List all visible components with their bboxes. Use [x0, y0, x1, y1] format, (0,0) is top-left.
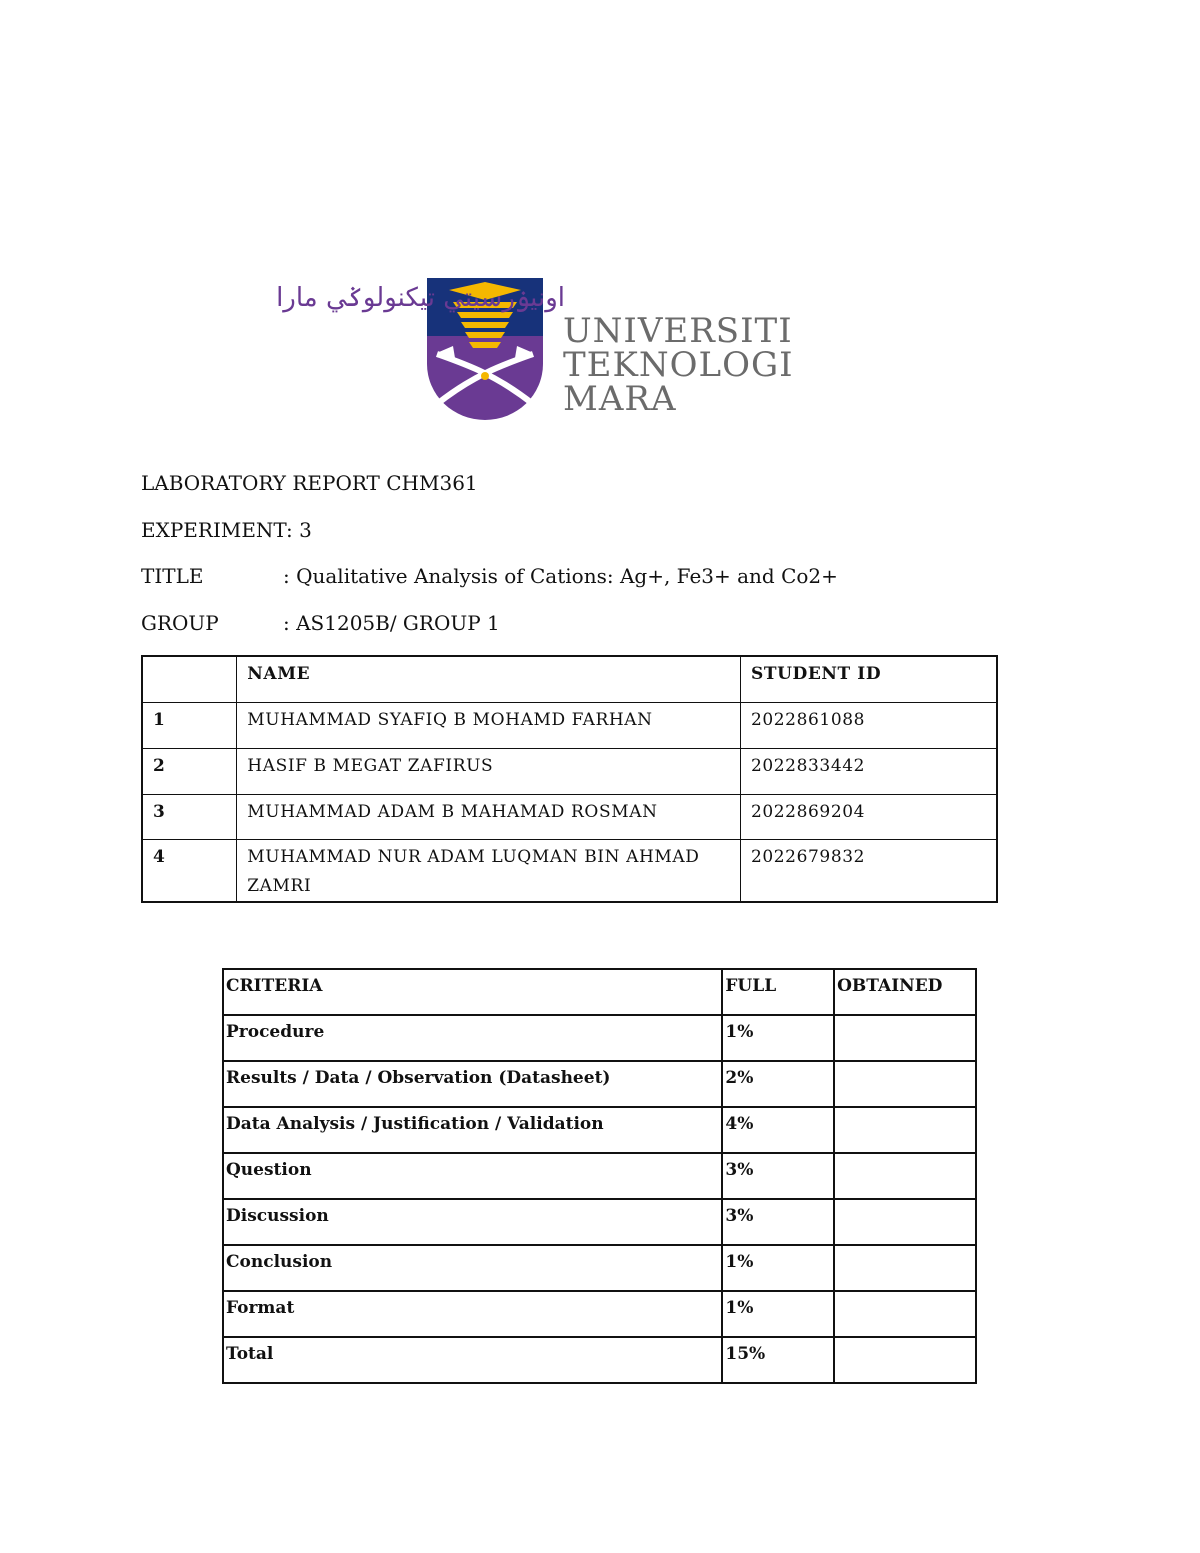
members-header-number [142, 656, 237, 702]
group-value: : AS1205B/ GROUP 1 [283, 611, 500, 635]
criteria-obtained [834, 1061, 976, 1107]
criteria-table [222, 968, 977, 1384]
member-id: 2022869204 [740, 794, 997, 839]
experiment-line: EXPERIMENT: 3 [141, 518, 312, 542]
table-row [223, 1337, 976, 1383]
criteria-obtained [834, 1199, 976, 1245]
member-id: 2022679832 [740, 839, 997, 902]
criteria-name: Format [223, 1291, 722, 1337]
criteria-obtained [834, 1337, 976, 1383]
criteria-name: Results / Data / Observation (Datasheet) [223, 1061, 722, 1107]
group-label: GROUP [141, 611, 219, 635]
criteria-header: CRITERIA [223, 969, 722, 1015]
table-row [223, 1153, 976, 1199]
criteria-obtained [834, 1291, 976, 1337]
criteria-obtained [834, 1153, 976, 1199]
report-course-line: LABORATORY REPORT CHM361 [141, 471, 478, 495]
criteria-name: Question [223, 1153, 722, 1199]
members-header-id: STUDENT ID [740, 656, 997, 702]
criteria-full: 4% [722, 1107, 834, 1153]
table-row [142, 748, 997, 794]
member-number: 4 [142, 839, 237, 902]
criteria-obtained [834, 1015, 976, 1061]
table-row [142, 794, 997, 839]
university-logo [276, 272, 794, 422]
obtained-header: OBTAINED [834, 969, 976, 1015]
criteria-name: Data Analysis / Justification / Validation [223, 1107, 722, 1153]
table-row [142, 839, 997, 902]
criteria-full: 1% [722, 1291, 834, 1337]
criteria-full: 3% [722, 1199, 834, 1245]
criteria-full: 1% [722, 1015, 834, 1061]
table-row [223, 1061, 976, 1107]
members-header-row [142, 656, 997, 702]
svg-text:TEKNOLOGI: TEKNOLOGI [563, 345, 794, 385]
member-id: 2022833442 [740, 748, 997, 794]
svg-text:MARA: MARA [563, 379, 677, 419]
criteria-name: Conclusion [223, 1245, 722, 1291]
title-value: : Qualitative Analysis of Cations: Ag+, Fe3+ and Co2+ [283, 564, 838, 588]
members-header-name: NAME [237, 656, 741, 702]
table-row [223, 1107, 976, 1153]
member-number: 1 [142, 702, 237, 748]
criteria-full: 1% [722, 1245, 834, 1291]
table-row [223, 1015, 976, 1061]
title-label: TITLE [141, 564, 204, 588]
criteria-header-row [223, 969, 976, 1015]
criteria-name: Total [223, 1337, 722, 1383]
criteria-full: 2% [722, 1061, 834, 1107]
table-row [142, 702, 997, 748]
member-id: 2022861088 [740, 702, 997, 748]
table-row [223, 1199, 976, 1245]
criteria-full: 3% [722, 1153, 834, 1199]
members-table [141, 655, 998, 903]
member-number: 3 [142, 794, 237, 839]
criteria-obtained [834, 1107, 976, 1153]
title-line [141, 564, 838, 588]
svg-text:UNIVERSITI: UNIVERSITI [563, 311, 793, 351]
table-row [223, 1245, 976, 1291]
member-name: HASIF B MEGAT ZAFIRUS [237, 748, 741, 794]
uitm-crest-icon [276, 272, 794, 422]
criteria-name: Procedure [223, 1015, 722, 1061]
member-name: MUHAMMAD SYAFIQ B MOHAMD FARHAN [237, 702, 741, 748]
criteria-obtained [834, 1245, 976, 1291]
criteria-full: 15% [722, 1337, 834, 1383]
criteria-name: Discussion [223, 1199, 722, 1245]
group-line [141, 611, 500, 635]
member-number: 2 [142, 748, 237, 794]
member-name: MUHAMMAD NUR ADAM LUQMAN BIN AHMAD ZAMRI [237, 839, 741, 902]
logo-arabic-text: اونيۏرسيتي تيكنولوݢي مارا [276, 283, 565, 313]
full-header: FULL [722, 969, 834, 1015]
table-row [223, 1291, 976, 1337]
member-name: MUHAMMAD ADAM B MAHAMAD ROSMAN [237, 794, 741, 839]
